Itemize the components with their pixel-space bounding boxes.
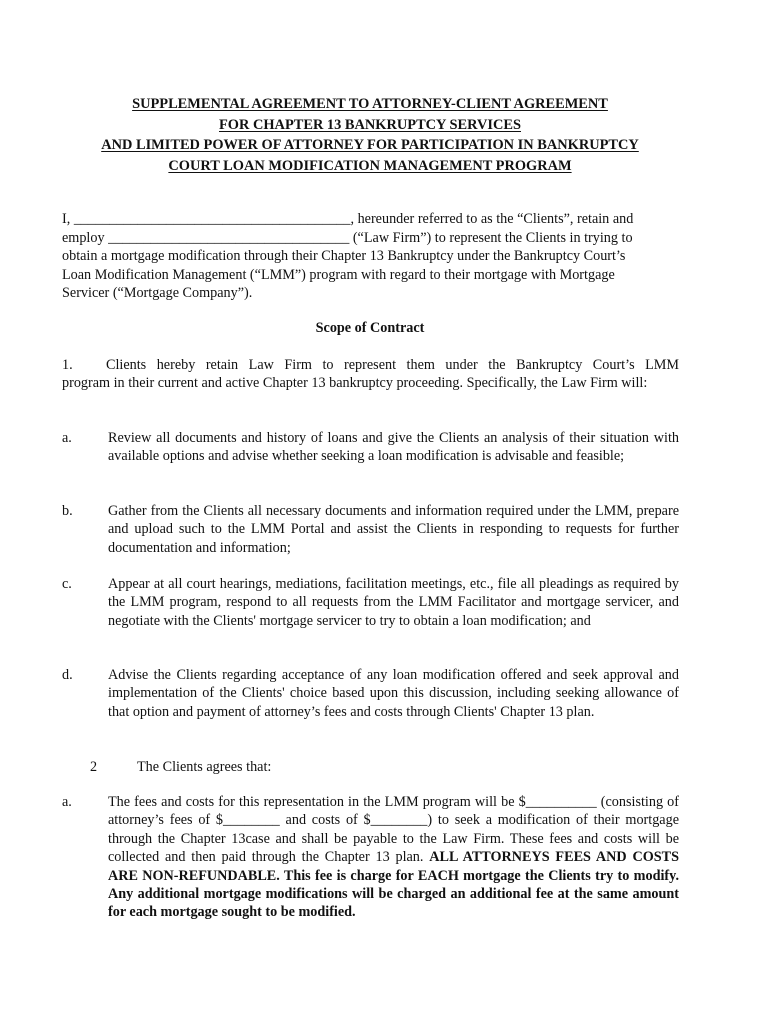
intro-line-2: employ __________________________________ (“Law Firm”) to represent the Clients in trying to bbox=[62, 229, 633, 246]
title-line-3: AND LIMITED POWER OF ATTORNEY FOR PARTICIPATION IN BANKRUPTCY bbox=[101, 137, 639, 153]
section-1-lead: Clients hereby retain Law Firm to represent them under the Bankruptcy Court’s LMM bbox=[106, 357, 679, 373]
document-title bbox=[0, 94, 740, 176]
title-line-1: SUPPLEMENTAL AGREEMENT TO ATTORNEY-CLIENT AGREEMENT bbox=[132, 96, 608, 112]
section-1-number: 1. bbox=[62, 357, 73, 373]
item-2a-text: The fees and costs for this representation in the LMM program will be $__________ (consisting of attorney’s fees of $________ and costs of $________) to seek a modification of their mortgage through the Chapter 13case and shall be payable to the Law Firm. These fees and costs will be collected and then paid through the Chapter 13 plan. bbox=[108, 794, 679, 866]
section-1-rest: program in their current and active Chapter 13 bankruptcy proceeding. Specifically, the Law Firm will: bbox=[62, 375, 648, 392]
item-a-marker: a. bbox=[62, 430, 72, 446]
section-2-text: The Clients agrees that: bbox=[137, 759, 272, 775]
item-c-text: Appear at all court hearings, mediations, facilitation meetings, etc., file all pleadings as required by the LMM program, respond to all requests from the LMM Facilitator and mortgage servicer, and negotiate with the Clients' mortgage servicer to try to obtain a loan modification; and bbox=[108, 576, 679, 629]
scope-heading: Scope of Contract bbox=[315, 320, 425, 336]
intro-line-1: I, _______________________________________, hereunder referred to as the “Clients”, retain and bbox=[62, 211, 634, 227]
section-2-number: 2 bbox=[90, 759, 98, 775]
item-b-text: Gather from the Clients all necessary documents and information required under the LMM, prepare and upload such to the LMM Portal and assist the Clients in responding to requests for further documentation and information; bbox=[108, 503, 679, 556]
item-2a-marker: a. bbox=[62, 794, 72, 810]
section-1 bbox=[62, 356, 679, 393]
title-line-4: COURT LOAN MODIFICATION MANAGEMENT PROGRAM bbox=[168, 157, 572, 174]
item-2a-paragraph bbox=[108, 793, 679, 922]
item-d-text: Advise the Clients regarding acceptance of any loan modification offered and seek approval and implementation of the Clients' choice based upon this discussion, including seeking allowance of that option and payment of attorney’s fees and costs through Clients' Chapter 13 plan. bbox=[108, 667, 679, 720]
intro-line-4: Loan Modification Management (“LMM”) program with regard to their mortgage with Mortgage bbox=[62, 266, 615, 283]
item-d-marker: d. bbox=[62, 667, 73, 683]
item-c-marker: c. bbox=[62, 576, 72, 592]
item-b-marker: b. bbox=[62, 503, 73, 519]
intro-line-5: Servicer (“Mortgage Company”). bbox=[62, 285, 253, 301]
item-2a-bold-text: ALL ATTORNEYS FEES AND COSTS ARE NON-REFUNDABLE. This fee is charge for EACH mortgage the Clients try to modify. Any additional mortgage modifications will be charged an additional fee at the same amount for each mortgage sought to be modified. bbox=[108, 849, 679, 921]
intro-paragraph bbox=[62, 210, 682, 303]
section-1-first-line bbox=[62, 356, 679, 374]
item-a-text: Review all documents and history of loans and give the Clients an analysis of their situation with available options and advise whether seeking a loan modification is advisable and feasible; bbox=[108, 430, 679, 465]
intro-line-3: obtain a mortgage modification through their Chapter 13 Bankruptcy under the Bankruptcy Court’s bbox=[62, 248, 626, 264]
title-line-2: FOR CHAPTER 13 BANKRUPTCY SERVICES bbox=[219, 116, 521, 133]
